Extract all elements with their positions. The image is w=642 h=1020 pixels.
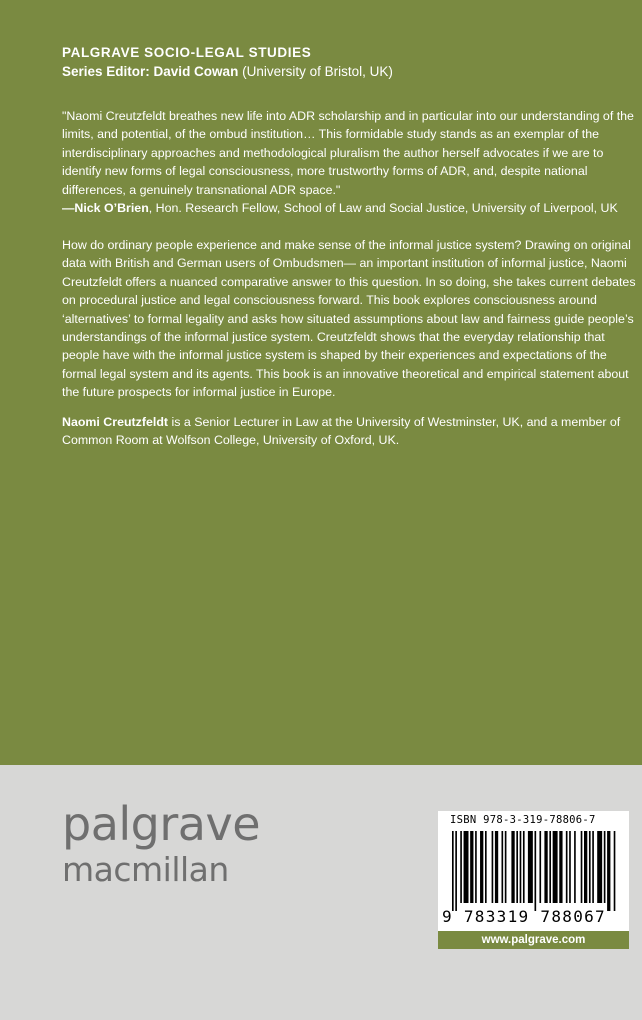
barcode-bar [539,831,541,903]
barcode-bar [455,831,457,911]
book-description: How do ordinary people experience and make sense of the informal justice system? Drawing on original data with British and German users of Ombudsmen— an important institution of informal justice, Naomi Creutzfeldt offers a nuanced comparative answer to this question. In so doing, she takes current debates on procedural justice and legal consciousness forward. This book explores consciousness around ‘alternatives’ to formal legality and asks how situated assumptions about law and fairness guide people’s understandings of the informal justice system. Creutzfeldt shows that the everyday relationship that people have with the informal justice system is shaped by their experiences and expectations of the formal legal system and its agents. This book is an innovative theoretical and empirical statement about the future prospects for informal justice in Europe. [62,238,636,400]
barcode-bar [597,831,602,903]
barcode-bar [553,831,558,903]
barcode-bar [566,831,568,903]
barcode-bar [520,831,522,903]
barcode-bar [549,831,551,903]
barcode-bar [523,831,525,903]
barcode-bar [574,831,576,903]
isbn-label: ISBN 978-3-319-78806-7 [450,814,596,826]
barcode-bar [516,831,518,903]
barcode-bar [485,831,487,903]
barcode-bar [535,831,537,911]
quote-text: "Naomi Creutzfeldt breathes new life into ADR scholarship and in particular into our understanding of the limits, and potential, of the ombud institution… This formidable study stands as an exemplar of the interdisciplinary approaches and methodological pluralism the author herself advocates if we are to identify new forms of legal consciousness, more trustworthy forms of ADR, and, despite national differences, a genuinely transnational ADR space." [62,109,634,197]
barcode-bar [569,831,571,903]
barcode-bar [559,831,562,903]
series-editor-label: Series Editor: [62,64,150,79]
quote-attribution-affiliation: , Hon. Research Fellow, School of Law and Social Justice, University of Liverpool, UK [148,201,618,216]
author-name: Naomi Creutzfeldt [62,415,169,429]
barcode-box [438,811,629,931]
barcode-bar [502,831,504,903]
barcode-icon [450,831,617,911]
barcode-bar [452,831,454,911]
series-editor-affiliation: (University of Bristol, UK) [242,64,393,79]
barcode-bar [464,831,469,903]
barcode-bar [584,831,587,903]
publisher-logo-line2: macmillan [62,850,229,889]
series-editor [62,64,393,79]
barcode-bar [528,831,533,903]
barcode-bar [495,831,498,903]
barcode-bar [492,831,494,903]
publisher-logo-line1: palgrave [62,797,260,851]
barcode-bar [480,831,483,903]
barcode-bar [589,831,591,903]
author-bio-text: is a Senior Lecturer in Law at the University of Westminster, UK, and a member of Common Room at Wolfson College, University of Oxford, UK. [62,415,621,448]
barcode-bar [581,831,583,903]
endorsement-quote [62,107,638,217]
barcode-bar [544,831,547,903]
barcode-bar [470,831,473,903]
quote-attribution-name: —Nick O’Brien [62,201,149,216]
ean-digits: 9 783319 788067 [442,907,606,926]
barcode-bar [511,831,514,903]
series-title: PALGRAVE SOCIO-LEGAL STUDIES [62,45,312,60]
series-editor-name: David Cowan [153,64,239,79]
barcode-bar [614,831,616,911]
barcode-bar [604,831,606,903]
barcode-bar [505,831,507,903]
barcode-bar [592,831,594,903]
barcode-bar [607,831,610,911]
publisher-url: www.palgrave.com [438,931,629,949]
barcode-bar [460,831,462,903]
barcode-bar [475,831,477,903]
author-bio [62,413,638,450]
